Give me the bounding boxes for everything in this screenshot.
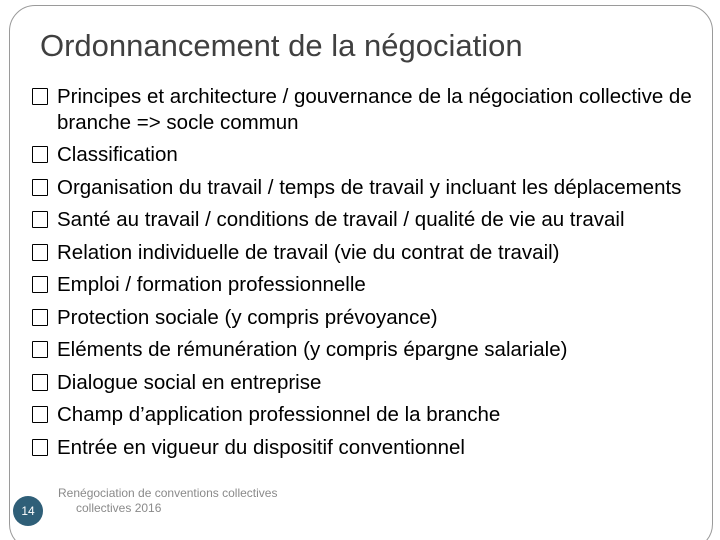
bullet-item bbox=[30, 402, 700, 428]
checkbox-bullet-icon bbox=[32, 88, 48, 105]
bullet-text: Protection sociale (y compris prévoyance) bbox=[57, 305, 438, 329]
bullet-text: Santé au travail / conditions de travail / qualité de vie au travail bbox=[57, 208, 625, 231]
checkbox-bullet-icon bbox=[32, 341, 48, 358]
slide-footer bbox=[58, 486, 358, 516]
bullet-item bbox=[30, 305, 700, 331]
bullet-text: Organisation du travail / temps de travail y incluant les déplacements bbox=[57, 175, 682, 199]
bullet-item bbox=[30, 272, 700, 298]
bullet-text: Principes et architecture / gouvernance de la négociation collective de branche => socle commun bbox=[57, 85, 692, 134]
bullet-item bbox=[30, 240, 700, 266]
bullet-item bbox=[30, 207, 700, 233]
bullet-item bbox=[30, 175, 700, 201]
checkbox-bullet-icon bbox=[32, 439, 48, 456]
bullet-item bbox=[30, 370, 700, 396]
bullet-item bbox=[30, 142, 700, 168]
bullet-text: Entrée en vigueur du dispositif conventionnel bbox=[57, 435, 465, 459]
bullet-text: Classification bbox=[57, 143, 178, 166]
checkbox-bullet-icon bbox=[32, 146, 48, 163]
bullet-text: Champ d’application professionnel de la branche bbox=[57, 403, 501, 426]
bullet-item bbox=[30, 435, 700, 461]
checkbox-bullet-icon bbox=[32, 276, 48, 293]
bullet-list bbox=[30, 84, 700, 467]
bullet-text: Emploi / formation professionnelle bbox=[57, 273, 366, 296]
bullet-text: Eléments de rémunération (y compris épargne salariale) bbox=[57, 338, 568, 361]
checkbox-bullet-icon bbox=[32, 374, 48, 391]
footer-text-line2: collectives 2016 bbox=[76, 501, 162, 515]
bullet-text: Relation individuelle de travail (vie du contrat de travail) bbox=[57, 240, 560, 264]
checkbox-bullet-icon bbox=[32, 211, 48, 228]
checkbox-bullet-icon bbox=[32, 244, 48, 261]
checkbox-bullet-icon bbox=[32, 309, 48, 326]
bullet-item bbox=[30, 84, 700, 135]
checkbox-bullet-icon bbox=[32, 179, 48, 196]
footer-text: Renégociation de conventions collectives bbox=[58, 486, 278, 500]
slide-number-badge: 14 bbox=[13, 496, 43, 526]
checkbox-bullet-icon bbox=[32, 406, 48, 423]
bullet-item bbox=[30, 337, 700, 363]
bullet-text: Dialogue social en entreprise bbox=[57, 370, 322, 394]
slide-title: Ordonnancement de la négociation bbox=[40, 28, 523, 63]
